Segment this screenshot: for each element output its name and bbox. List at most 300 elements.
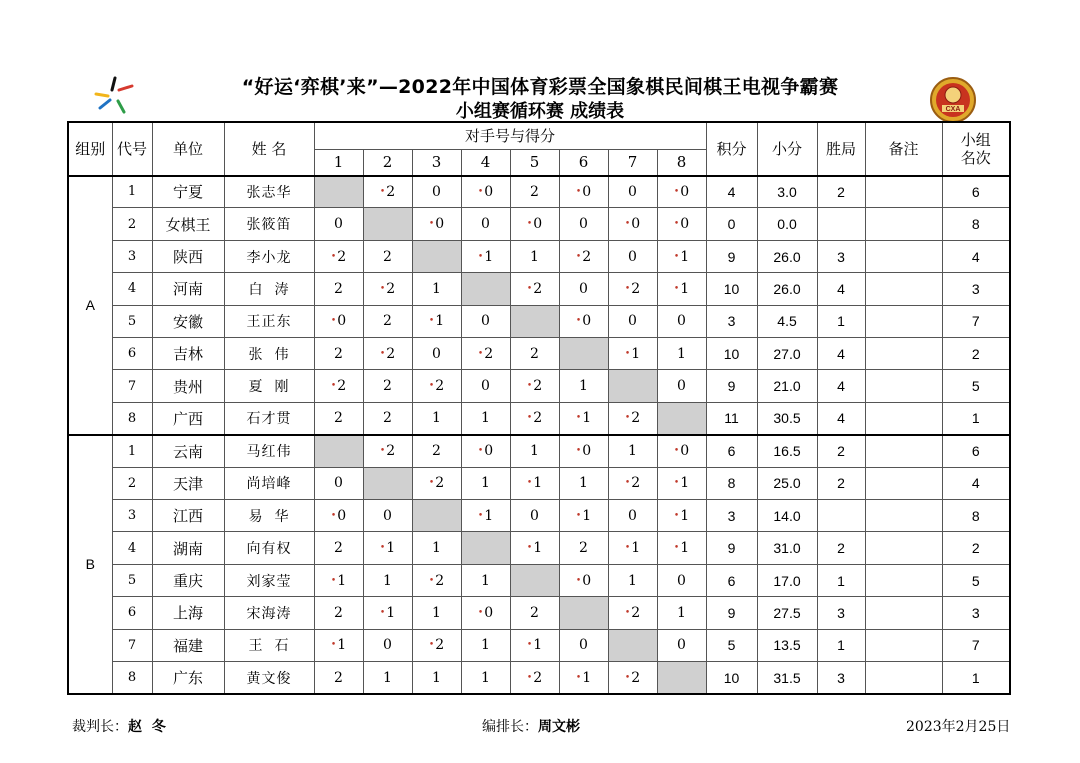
score-cell <box>657 532 706 564</box>
self-cell <box>314 176 363 208</box>
first-move-marker: • <box>428 640 435 651</box>
score-value: 0 <box>530 507 539 524</box>
score-cell <box>657 208 706 240</box>
rank-cell: 1 <box>942 662 1010 694</box>
player-name: 王 石 <box>224 629 314 661</box>
score-cell <box>461 500 510 532</box>
score-cell <box>608 402 657 434</box>
player-name: 李小龙 <box>224 240 314 272</box>
player-name: 夏 刚 <box>224 370 314 402</box>
player-code: 7 <box>112 629 152 661</box>
chief-referee-label: 裁判长： <box>72 719 128 735</box>
score-cell <box>510 435 559 467</box>
score-cell <box>608 208 657 240</box>
score-value: 0 <box>582 572 592 589</box>
score-cell <box>314 305 363 337</box>
score-cell <box>559 662 608 694</box>
score-value: 0 <box>631 216 641 233</box>
score-cell <box>461 176 510 208</box>
score-value: 1 <box>481 669 490 686</box>
score-value: 1 <box>481 637 490 654</box>
score-value: 0 <box>337 507 347 524</box>
opp-num: 4 <box>461 149 510 176</box>
score-value: 0 <box>680 216 690 233</box>
score-value: 2 <box>533 280 543 297</box>
score-value: 0 <box>337 313 347 330</box>
rank-cell: 6 <box>942 176 1010 208</box>
table-row <box>68 176 1010 208</box>
report-date: 2023年2月25日 <box>906 719 1011 735</box>
score-cell <box>461 662 510 694</box>
first-move-marker: • <box>526 413 533 424</box>
score-cell <box>657 176 706 208</box>
remark-cell <box>865 402 942 434</box>
score-cell <box>657 564 706 596</box>
wins-cell: 4 <box>817 338 865 370</box>
player-unit: 上海 <box>152 597 224 629</box>
score-cell <box>608 500 657 532</box>
rank-cell: 4 <box>942 467 1010 499</box>
score-value: 1 <box>530 443 539 460</box>
first-move-marker: • <box>428 478 435 489</box>
score-cell <box>608 532 657 564</box>
score-value: 2 <box>631 410 641 427</box>
score-cell <box>314 597 363 629</box>
score-value: 0 <box>677 637 686 654</box>
score-cell <box>608 273 657 305</box>
first-move-marker: • <box>624 413 631 424</box>
first-move-marker: • <box>526 283 533 294</box>
score-cell <box>363 240 412 272</box>
score-cell <box>412 629 461 661</box>
score-cell <box>608 597 657 629</box>
self-cell <box>657 662 706 694</box>
score-value: 2 <box>582 248 592 265</box>
table-row <box>68 629 1010 661</box>
first-move-marker: • <box>526 672 533 683</box>
score-value: 2 <box>337 248 347 265</box>
opp-num: 6 <box>559 149 608 176</box>
score-cell <box>608 564 657 596</box>
score-cell <box>559 532 608 564</box>
player-unit: 云南 <box>152 435 224 467</box>
score-value: 0 <box>383 637 392 654</box>
score-cell <box>412 467 461 499</box>
first-move-marker: • <box>673 283 680 294</box>
wins-cell <box>817 500 865 532</box>
remark-cell <box>865 467 942 499</box>
first-move-marker: • <box>330 575 337 586</box>
score-value: 2 <box>631 669 641 686</box>
score-value: 1 <box>386 604 396 621</box>
first-move-marker: • <box>428 381 435 392</box>
page-subtitle: 小组赛循环赛 成绩表 <box>455 101 625 122</box>
score-value: 2 <box>337 378 347 395</box>
player-name: 黄文俊 <box>224 662 314 694</box>
first-move-marker: • <box>673 543 680 554</box>
score-value: 1 <box>432 604 441 621</box>
player-code: 2 <box>112 208 152 240</box>
self-cell <box>608 629 657 661</box>
score-value: 2 <box>631 475 641 492</box>
first-move-marker: • <box>379 446 386 457</box>
score-value: 1 <box>481 475 490 492</box>
score-value: 2 <box>530 345 539 362</box>
score-value: 0 <box>628 507 637 524</box>
player-unit: 陕西 <box>152 240 224 272</box>
player-name: 向有权 <box>224 532 314 564</box>
score-value: 0 <box>432 345 441 362</box>
col-unit: 单位 <box>152 122 224 176</box>
small-score-cell: 14.0 <box>757 500 817 532</box>
player-code: 6 <box>112 338 152 370</box>
first-move-marker: • <box>526 640 533 651</box>
score-cell <box>559 467 608 499</box>
score-cell <box>510 597 559 629</box>
score-value: 0 <box>677 572 686 589</box>
score-value: 0 <box>484 183 494 200</box>
scheduler-name: 周文彬 <box>538 719 580 735</box>
first-move-marker: • <box>477 251 484 262</box>
score-value: 1 <box>677 345 686 362</box>
score-cell <box>510 500 559 532</box>
table-row <box>68 500 1010 532</box>
score-value: 2 <box>631 280 641 297</box>
rank-cell: 6 <box>942 435 1010 467</box>
score-cell <box>314 629 363 661</box>
remark-cell <box>865 500 942 532</box>
score-cell <box>608 305 657 337</box>
remark-cell <box>865 370 942 402</box>
player-code: 8 <box>112 402 152 434</box>
score-value: 0 <box>435 216 445 233</box>
player-name: 石才贯 <box>224 402 314 434</box>
score-value: 0 <box>680 183 690 200</box>
opp-num: 1 <box>314 149 363 176</box>
remark-cell <box>865 629 942 661</box>
score-value: 1 <box>582 507 592 524</box>
score-value: 1 <box>481 410 490 427</box>
score-value: 1 <box>628 572 637 589</box>
player-name: 白 涛 <box>224 273 314 305</box>
score-cell <box>657 629 706 661</box>
first-move-marker: • <box>575 510 582 521</box>
score-cell <box>559 208 608 240</box>
points-cell: 3 <box>706 305 757 337</box>
score-cell <box>363 370 412 402</box>
score-cell <box>510 402 559 434</box>
score-value: 2 <box>334 345 343 362</box>
first-move-marker: • <box>477 348 484 359</box>
table-row <box>68 273 1010 305</box>
score-cell <box>510 629 559 661</box>
self-cell <box>363 467 412 499</box>
first-move-marker: • <box>673 446 680 457</box>
score-value: 2 <box>435 475 445 492</box>
first-move-marker: • <box>624 348 631 359</box>
wins-cell: 3 <box>817 662 865 694</box>
first-move-marker: • <box>477 446 484 457</box>
player-unit: 江西 <box>152 500 224 532</box>
points-cell: 6 <box>706 564 757 596</box>
score-cell <box>363 662 412 694</box>
score-cell <box>559 240 608 272</box>
score-value: 2 <box>579 540 588 557</box>
table-row <box>68 402 1010 434</box>
rank-cell: 3 <box>942 597 1010 629</box>
score-value: 2 <box>383 248 392 265</box>
score-cell <box>363 176 412 208</box>
self-cell <box>608 370 657 402</box>
first-move-marker: • <box>330 381 337 392</box>
points-cell: 5 <box>706 629 757 661</box>
score-value: 1 <box>628 443 637 460</box>
small-score-cell: 16.5 <box>757 435 817 467</box>
group-label: B <box>68 435 112 694</box>
score-value: 0 <box>579 280 588 297</box>
rank-cell: 7 <box>942 305 1010 337</box>
first-move-marker: • <box>624 283 631 294</box>
score-value: 2 <box>383 410 392 427</box>
chief-referee-name: 赵 冬 <box>128 719 166 735</box>
points-cell: 9 <box>706 597 757 629</box>
rank-cell: 3 <box>942 273 1010 305</box>
score-value: 0 <box>582 443 592 460</box>
score-value: 2 <box>484 345 494 362</box>
wins-cell: 2 <box>817 467 865 499</box>
table-row <box>68 370 1010 402</box>
score-cell <box>461 435 510 467</box>
self-cell <box>510 564 559 596</box>
wins-cell: 2 <box>817 435 865 467</box>
score-cell <box>461 629 510 661</box>
self-cell <box>461 532 510 564</box>
wins-cell: 1 <box>817 305 865 337</box>
rank-cell: 5 <box>942 370 1010 402</box>
player-unit: 湖南 <box>152 532 224 564</box>
score-cell <box>510 176 559 208</box>
chess-association-seal-icon <box>929 76 977 124</box>
score-cell <box>412 564 461 596</box>
opp-num: 3 <box>412 149 461 176</box>
first-move-marker: • <box>379 543 386 554</box>
points-cell: 10 <box>706 662 757 694</box>
opp-num: 5 <box>510 149 559 176</box>
player-name: 宋海涛 <box>224 597 314 629</box>
seal-text: CXA <box>945 106 961 113</box>
wins-cell: 1 <box>817 564 865 596</box>
score-value: 0 <box>481 216 490 233</box>
score-value: 2 <box>533 378 543 395</box>
table-row <box>68 662 1010 694</box>
first-move-marker: • <box>379 348 386 359</box>
first-move-marker: • <box>624 607 631 618</box>
score-value: 1 <box>481 572 490 589</box>
score-value: 1 <box>582 669 592 686</box>
score-cell <box>363 305 412 337</box>
rank-cell: 8 <box>942 500 1010 532</box>
score-value: 2 <box>432 443 441 460</box>
points-cell: 9 <box>706 240 757 272</box>
score-cell <box>461 208 510 240</box>
score-value: 2 <box>383 313 392 330</box>
table-row <box>68 338 1010 370</box>
score-cell <box>314 273 363 305</box>
score-value: 1 <box>579 475 588 492</box>
score-cell <box>510 467 559 499</box>
self-cell <box>657 402 706 434</box>
remark-cell <box>865 208 942 240</box>
wins-cell: 4 <box>817 402 865 434</box>
score-cell <box>559 305 608 337</box>
remark-cell <box>865 305 942 337</box>
score-cell <box>510 208 559 240</box>
small-score-cell: 4.5 <box>757 305 817 337</box>
score-cell <box>559 500 608 532</box>
first-move-marker: • <box>575 186 582 197</box>
first-move-marker: • <box>379 186 386 197</box>
score-value: 0 <box>579 637 588 654</box>
col-small-score: 小分 <box>757 122 817 176</box>
score-value: 2 <box>386 183 396 200</box>
score-cell <box>559 176 608 208</box>
player-name: 刘家莹 <box>224 564 314 596</box>
rank-cell: 1 <box>942 402 1010 434</box>
score-cell <box>510 240 559 272</box>
table-row <box>68 208 1010 240</box>
results-table <box>67 121 1011 695</box>
opp-num: 8 <box>657 149 706 176</box>
player-name: 易 华 <box>224 500 314 532</box>
score-value: 0 <box>484 604 494 621</box>
score-cell <box>657 597 706 629</box>
score-cell <box>412 370 461 402</box>
score-cell <box>363 435 412 467</box>
player-unit: 重庆 <box>152 564 224 596</box>
score-cell <box>412 273 461 305</box>
score-cell <box>412 305 461 337</box>
self-cell <box>559 338 608 370</box>
score-cell <box>559 564 608 596</box>
self-cell <box>363 208 412 240</box>
col-rank-label: 小组 名次 <box>960 130 991 167</box>
score-value: 2 <box>386 345 396 362</box>
wins-cell <box>817 208 865 240</box>
wins-cell: 2 <box>817 176 865 208</box>
score-value: 0 <box>628 248 637 265</box>
wins-cell: 2 <box>817 532 865 564</box>
score-cell <box>608 435 657 467</box>
first-move-marker: • <box>673 510 680 521</box>
score-value: 1 <box>533 540 543 557</box>
score-cell <box>412 338 461 370</box>
score-value: 1 <box>631 540 641 557</box>
score-value: 0 <box>533 216 543 233</box>
score-value: 0 <box>628 313 637 330</box>
score-value: 1 <box>533 637 543 654</box>
score-value: 0 <box>481 378 490 395</box>
first-move-marker: • <box>575 316 582 327</box>
table-row <box>68 305 1010 337</box>
score-value: 2 <box>435 572 445 589</box>
score-value: 1 <box>631 345 641 362</box>
score-cell <box>657 338 706 370</box>
first-move-marker: • <box>330 251 337 262</box>
first-move-marker: • <box>673 478 680 489</box>
score-value: 0 <box>579 216 588 233</box>
score-cell <box>314 500 363 532</box>
player-unit: 女棋王 <box>152 208 224 240</box>
score-value: 1 <box>484 507 494 524</box>
score-cell <box>461 305 510 337</box>
score-cell <box>314 338 363 370</box>
score-cell <box>608 338 657 370</box>
small-score-cell: 30.5 <box>757 402 817 434</box>
table-row <box>68 532 1010 564</box>
score-cell <box>461 402 510 434</box>
player-code: 4 <box>112 273 152 305</box>
table-row <box>68 435 1010 467</box>
score-value: 2 <box>386 280 396 297</box>
score-value: 1 <box>484 248 494 265</box>
score-value: 1 <box>432 669 441 686</box>
score-value: 2 <box>386 443 396 460</box>
score-cell <box>314 208 363 240</box>
first-move-marker: • <box>624 478 631 489</box>
points-cell: 9 <box>706 370 757 402</box>
score-cell <box>314 564 363 596</box>
first-move-marker: • <box>477 607 484 618</box>
score-cell <box>314 662 363 694</box>
remark-cell <box>865 338 942 370</box>
col-name: 姓 名 <box>224 122 314 176</box>
score-value: 0 <box>680 443 690 460</box>
self-cell <box>461 273 510 305</box>
score-value: 2 <box>533 410 543 427</box>
col-group: 组别 <box>68 122 112 176</box>
first-move-marker: • <box>379 607 386 618</box>
wins-cell: 3 <box>817 597 865 629</box>
score-value: 0 <box>432 183 441 200</box>
score-cell <box>559 402 608 434</box>
col-wins: 胜局 <box>817 122 865 176</box>
rank-cell: 2 <box>942 338 1010 370</box>
header-row <box>68 122 1010 149</box>
table-body <box>68 176 1010 695</box>
score-value: 1 <box>582 410 592 427</box>
score-value: 1 <box>680 280 690 297</box>
score-value: 1 <box>579 378 588 395</box>
first-move-marker: • <box>330 640 337 651</box>
first-move-marker: • <box>575 413 582 424</box>
first-move-marker: • <box>526 381 533 392</box>
score-value: 1 <box>530 248 539 265</box>
first-move-marker: • <box>330 316 337 327</box>
points-cell: 3 <box>706 500 757 532</box>
score-cell <box>461 597 510 629</box>
player-name: 张志华 <box>224 176 314 208</box>
score-cell <box>559 435 608 467</box>
score-value: 2 <box>530 604 539 621</box>
score-cell <box>363 564 412 596</box>
small-score-cell: 27.5 <box>757 597 817 629</box>
score-cell <box>412 208 461 240</box>
small-score-cell: 13.5 <box>757 629 817 661</box>
score-value: 2 <box>530 183 539 200</box>
score-value: 1 <box>677 604 686 621</box>
opp-num: 7 <box>608 149 657 176</box>
score-cell <box>363 500 412 532</box>
